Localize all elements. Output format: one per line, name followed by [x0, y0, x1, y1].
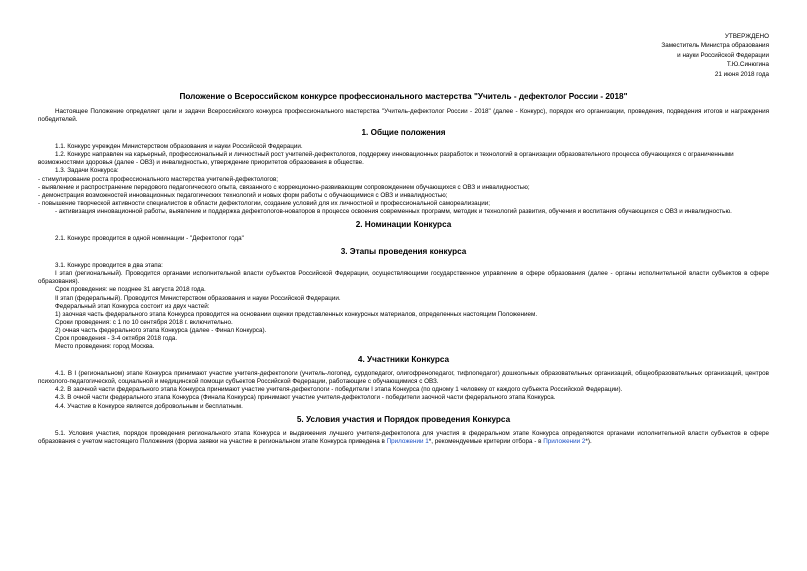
section-3-p4: II этап (федеральный). Проводится Министерством образования и науки Российской Федерации.: [55, 294, 341, 302]
section-4-p3: 4.3. В очной части федерального этапа Конкурса (Финала Конкурса) принимают участие учителя-дефектологи - победители заочной части федерального этапа Конкурса.: [55, 394, 556, 402]
section-3-p7: Сроки проведения: с 1 по 10 сентября 2018 г. включительно.: [55, 318, 233, 326]
section-3-p1: 3.1. Конкурс проводится в два этапа:: [55, 262, 163, 270]
section-1-p2: 1.2. Конкурс направлен на карьерный, профессиональный и личностный рост учителей-дефектологов, поддержку инновационных разработок и технологий в организации образовательного процесса обучающихся с ограниченными возможностями здоровья (далее - ОВЗ) и инвалидностью, утверждение приоритетов образования в обществе.: [38, 151, 734, 167]
section-3-p3: Срок проведения: не позднее 31 августа 2018 года.: [55, 286, 206, 294]
section-5-p1-text-c: *).: [585, 437, 592, 445]
intro-paragraph: Настоящее Положение определяет цели и задачи Всероссийского конкурса профессионального мастерства "Учитель-дефектолог России - 2018" (далее - Конкурс), порядок его организации, проведения, подведения итогов и награждения победителей.: [38, 108, 769, 124]
section-3-p5: Федеральный этап Конкурса состоит из двух частей:: [55, 302, 210, 310]
approval-block: [661, 32, 769, 79]
section-5-p1-text-a: 5.1. Условия участия, порядок проведения регионального этапа Конкурса и выдвижения лучшего учителя-дефектолога для участия в федеральном этапе Конкурса определяются органами исполнительной власти субъектов в сфере образования с учетом настоящего Положения (форма заявки на участие в региональном этапе Конкурса приведена в: [38, 429, 769, 445]
section-1-p3: 1.3. Задачи Конкурса:: [55, 167, 119, 175]
section-3-p2: I этап (региональный). Проводится органами исполнительной власти субъектов Российской Федерации, осуществляющими государственное управление в сфере образования (далее - органы исполнительной власти субъектов в сфере образования).: [38, 270, 769, 286]
section-1-bullet: - активизация инновационной работы, выявление и поддержка дефектологов-новаторов в процессе освоения современных программ, методик и технологий развития, обучения и воспитания обучающихся с ОВЗ и инвалидностью.: [55, 207, 732, 215]
section-1-heading: 1. Общие положения: [361, 128, 446, 138]
section-4-p4: 4.4. Участие в Конкурсе является добровольным и бесплатным.: [55, 402, 243, 410]
section-2-heading: 2. Номинации Конкурса: [355, 220, 452, 230]
section-3-p6: 1) заочная часть федерального этапа Конкурса проводится на основании оценки представленных конкурсных материалов, определенных настоящим Положением.: [55, 310, 538, 318]
section-4-p1: 4.1. В I (региональном) этапе Конкурса принимают участие учителя-дефектологи (учитель-логопед, сурдопедагог, олигофренопедагог, тифлопедагог) дошкольных образовательных организаций, общеобразовательных организаций, центров психолого-педагогической, социальной и медицинской помощи субъектов Российской Федерации, работающие с обучающимися с ОВЗ.: [38, 370, 769, 386]
section-3-p9: Срок проведения - 3-4 октября 2018 года.: [55, 334, 178, 342]
section-1-bullet: - демонстрация возможностей инновационных педагогических технологий и новых форм работы с обучающимися с ОВЗ и инвалидностью;: [38, 191, 448, 199]
approval-position: Заместитель Министра образования: [661, 42, 769, 50]
section-1-bullet: - повышение творческой активности специалистов в области дефектологии, создание условий для их личностной и профессиональной самореализации;: [38, 199, 491, 207]
approval-status: УТВЕРЖДЕНО: [724, 33, 769, 40]
section-2-p1: 2.1. Конкурс проводится в одной номинации - "Дефектолог года": [55, 235, 244, 243]
approval-signatory: Т.Ю.Синюгина: [726, 61, 769, 69]
document-title: Положение о Всероссийском конкурсе профессионального мастерства "Учитель - дефектолог России - 2018": [179, 92, 628, 101]
section-3-p10: Место проведения: город Москва.: [55, 343, 155, 351]
section-4-p2: 4.2. В заочной части федерального этапа Конкурса принимают участие учителя-дефектологи - победители I этапа Конкурса (по одному 1 человеку от каждого субъекта Российской Федерации).: [55, 386, 623, 394]
section-5-p1-text-b: *, рекомендуемые критерии отбора - в: [428, 437, 544, 445]
appendix-1-link[interactable]: Приложении 1: [386, 437, 429, 445]
section-3-heading: 3. Этапы проведения конкурса: [340, 247, 467, 257]
appendix-2-link[interactable]: Приложении 2: [543, 437, 586, 445]
section-3-p8: 2) очная часть федерального этапа Конкурса (далее - Финал Конкурса).: [55, 326, 267, 334]
section-1-p1: 1.1. Конкурс учрежден Министерством образования и науки Российской Федерации.: [55, 143, 303, 151]
section-5-p1: [38, 430, 769, 446]
approval-date: 21 июня 2018 года: [714, 70, 769, 78]
approval-ministry: и науки Российской Федерации: [677, 51, 769, 59]
document-body: [38, 108, 769, 446]
section-4-heading: 4. Участники Конкурса: [357, 355, 450, 365]
section-1-bullet: - стимулирование роста профессионального мастерства учителей-дефектологов;: [38, 175, 279, 183]
section-5-heading: 5. Условия участия и Порядок проведения Конкурса: [296, 414, 511, 424]
section-1-bullet: - выявление и распространение передового педагогического опыта, связанного с коррекционно-развивающим сопровождением обучающихся с ОВЗ и инвалидностью;: [38, 183, 530, 191]
